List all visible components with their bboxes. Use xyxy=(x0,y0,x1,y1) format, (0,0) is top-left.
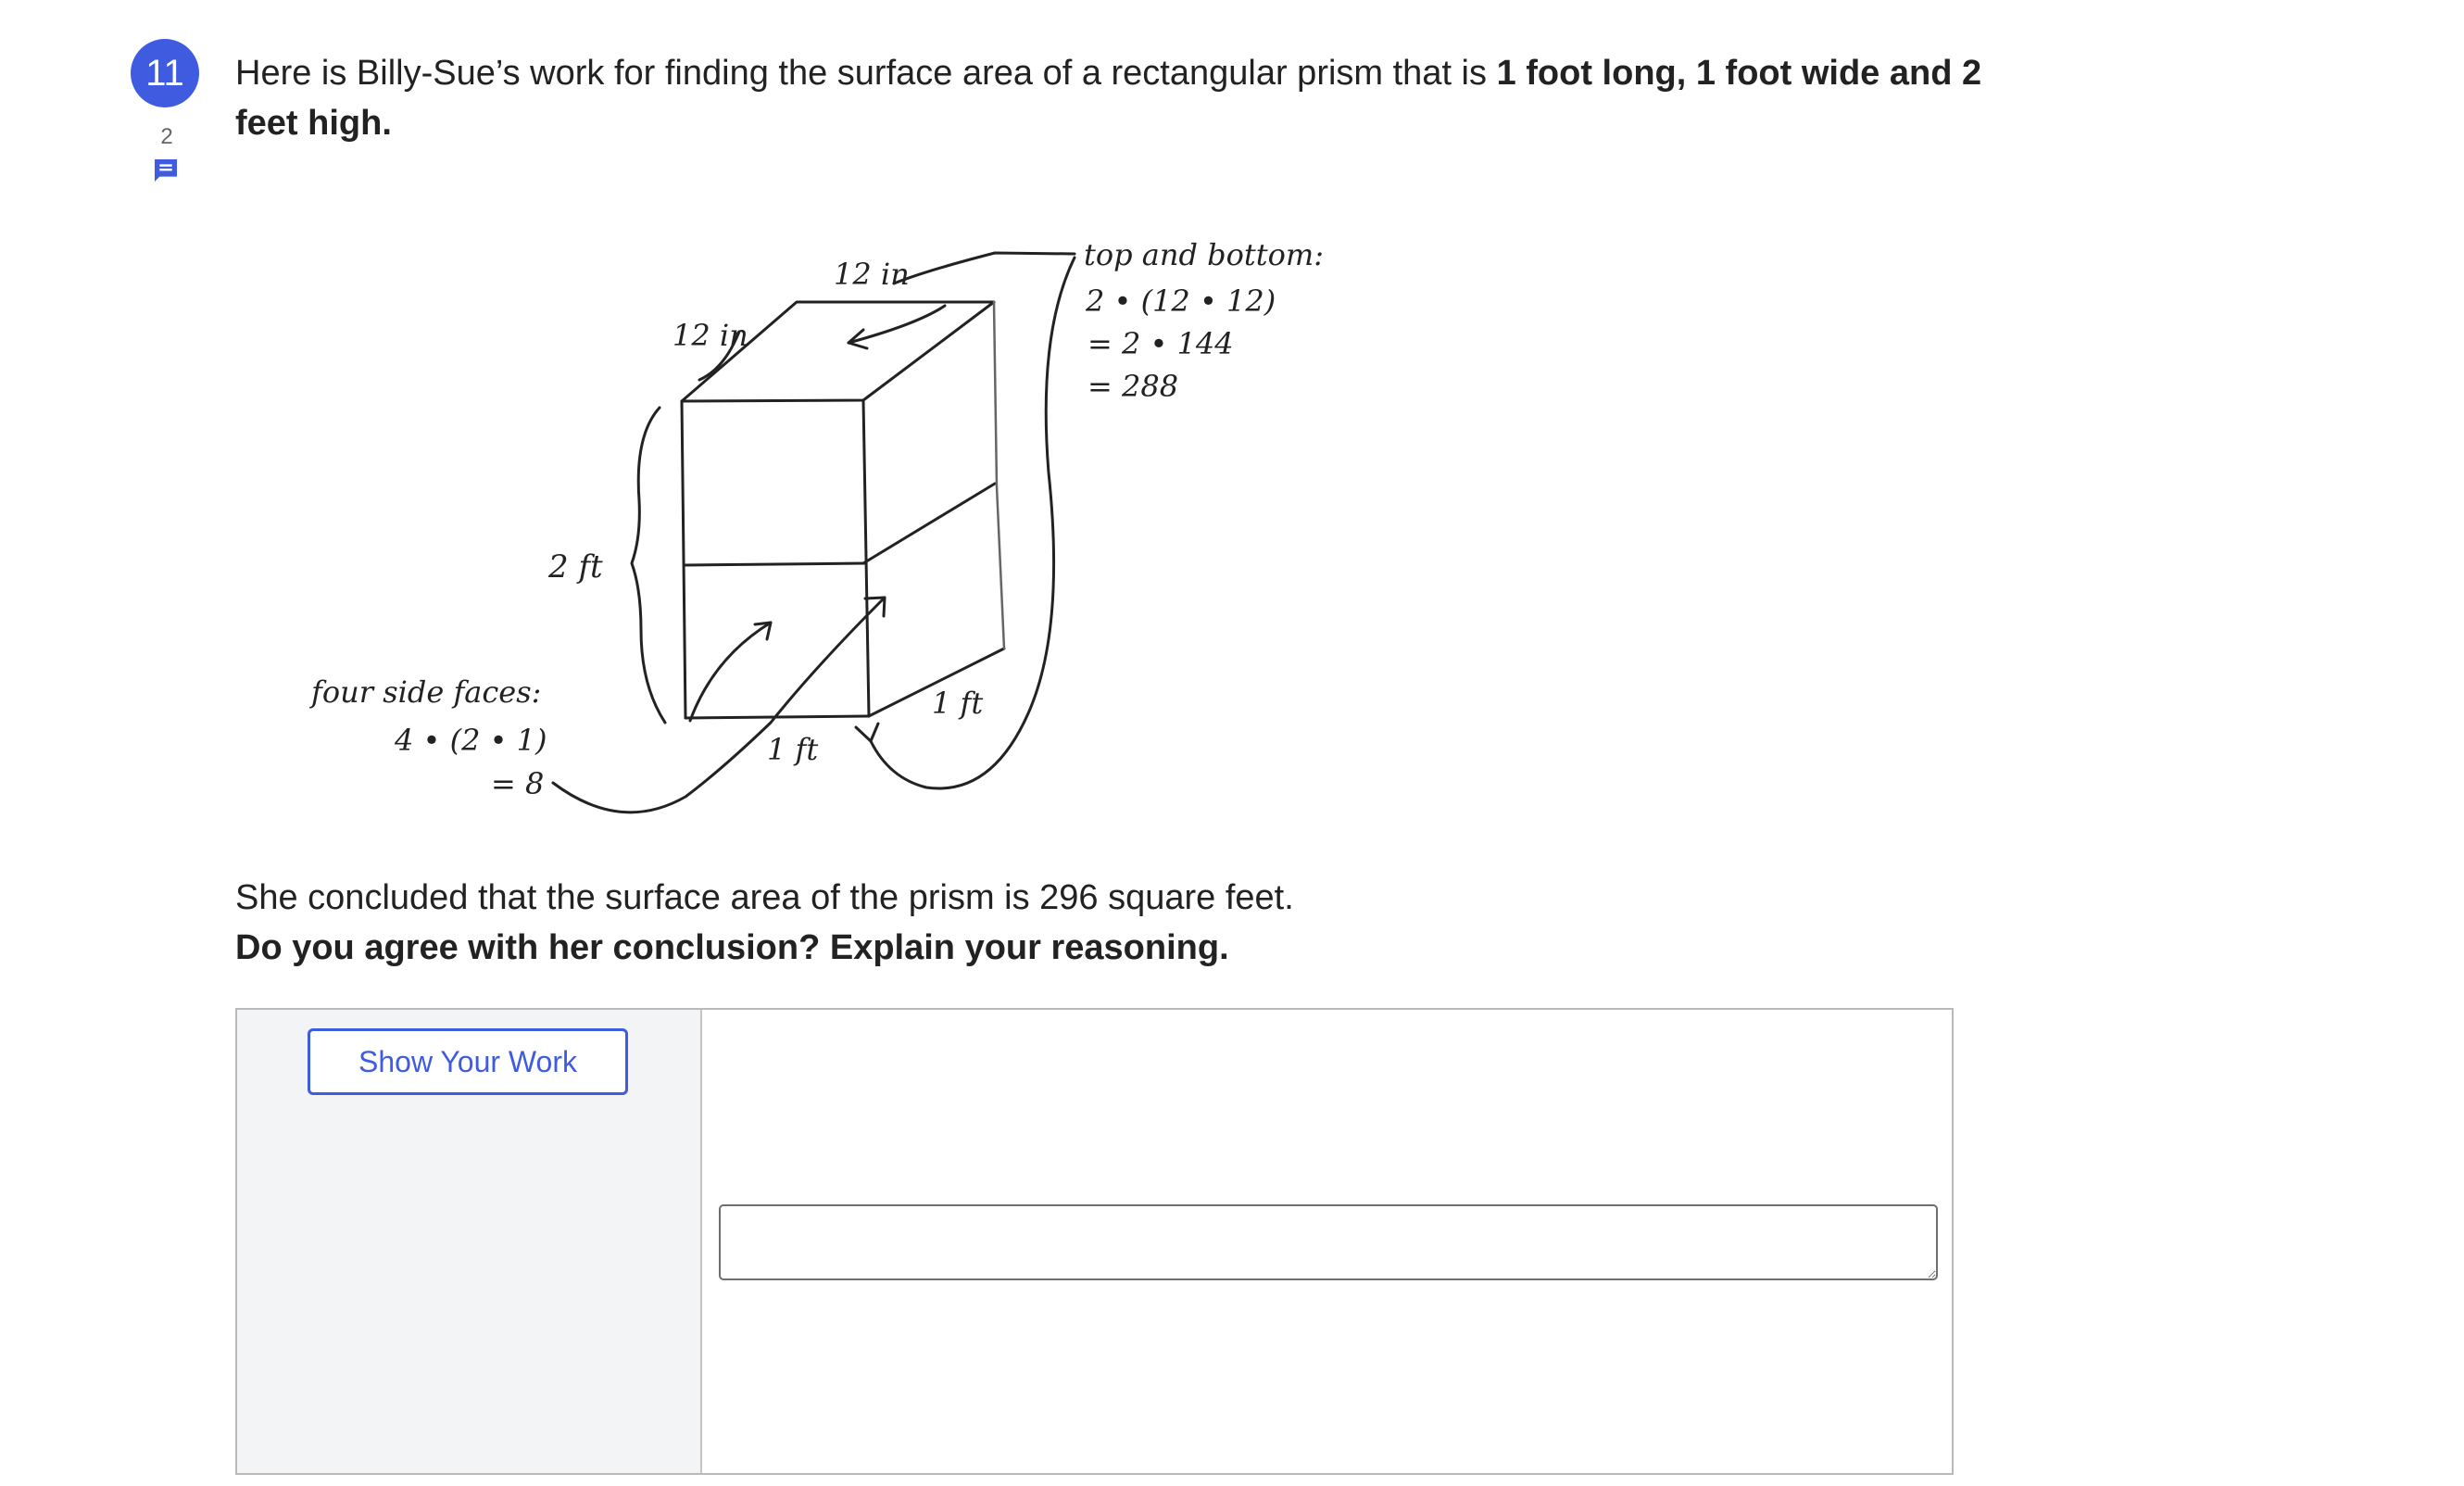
figure-label-bottom-front: 1 ft xyxy=(767,732,819,767)
question-prompt xyxy=(235,48,1995,148)
answer-area xyxy=(235,1008,1954,1475)
side-note-line-1: 4 • (2 • 1) xyxy=(395,723,547,758)
prism-work-figure xyxy=(296,222,1371,825)
question-ask: Do you agree with her conclusion? Explain your reasoning. xyxy=(235,928,1229,967)
show-work-pane xyxy=(237,1010,702,1473)
top-bottom-note-line-1: 2 • (12 • 12) xyxy=(1086,283,1276,319)
question-points: 2 xyxy=(160,124,173,149)
top-bottom-note-line-3: = 288 xyxy=(1087,369,1179,404)
side-note-line-2: = 8 xyxy=(491,766,545,801)
figure-label-bottom-side: 1 ft xyxy=(932,686,984,721)
prompt-text: Here is Billy-Sue’s work for finding the surface area of a rectangular prism that is xyxy=(235,54,1497,93)
top-bottom-note-line-2: = 2 • 144 xyxy=(1087,326,1234,361)
show-your-work-button[interactable]: Show Your Work xyxy=(308,1028,628,1095)
figure-label-top-right-edge: 12 in xyxy=(834,257,910,292)
conclusion-block xyxy=(235,873,1995,973)
conclusion-text: She concluded that the surface area of the prism is 296 square feet. xyxy=(235,878,1294,917)
figure-label-height: 2 ft xyxy=(548,548,603,586)
figure-label-top-left-edge: 12 in xyxy=(673,318,748,353)
comment-icon[interactable] xyxy=(151,156,181,185)
side-note-title: four side faces: xyxy=(311,674,542,710)
top-bottom-note-title: top and bottom: xyxy=(1084,237,1324,272)
prompt-dimensions: 1 foot long, 1 foot wide and 2 feet high. xyxy=(235,54,1982,143)
question-number-badge: 11 xyxy=(131,39,199,107)
response-input[interactable] xyxy=(719,1204,1938,1280)
